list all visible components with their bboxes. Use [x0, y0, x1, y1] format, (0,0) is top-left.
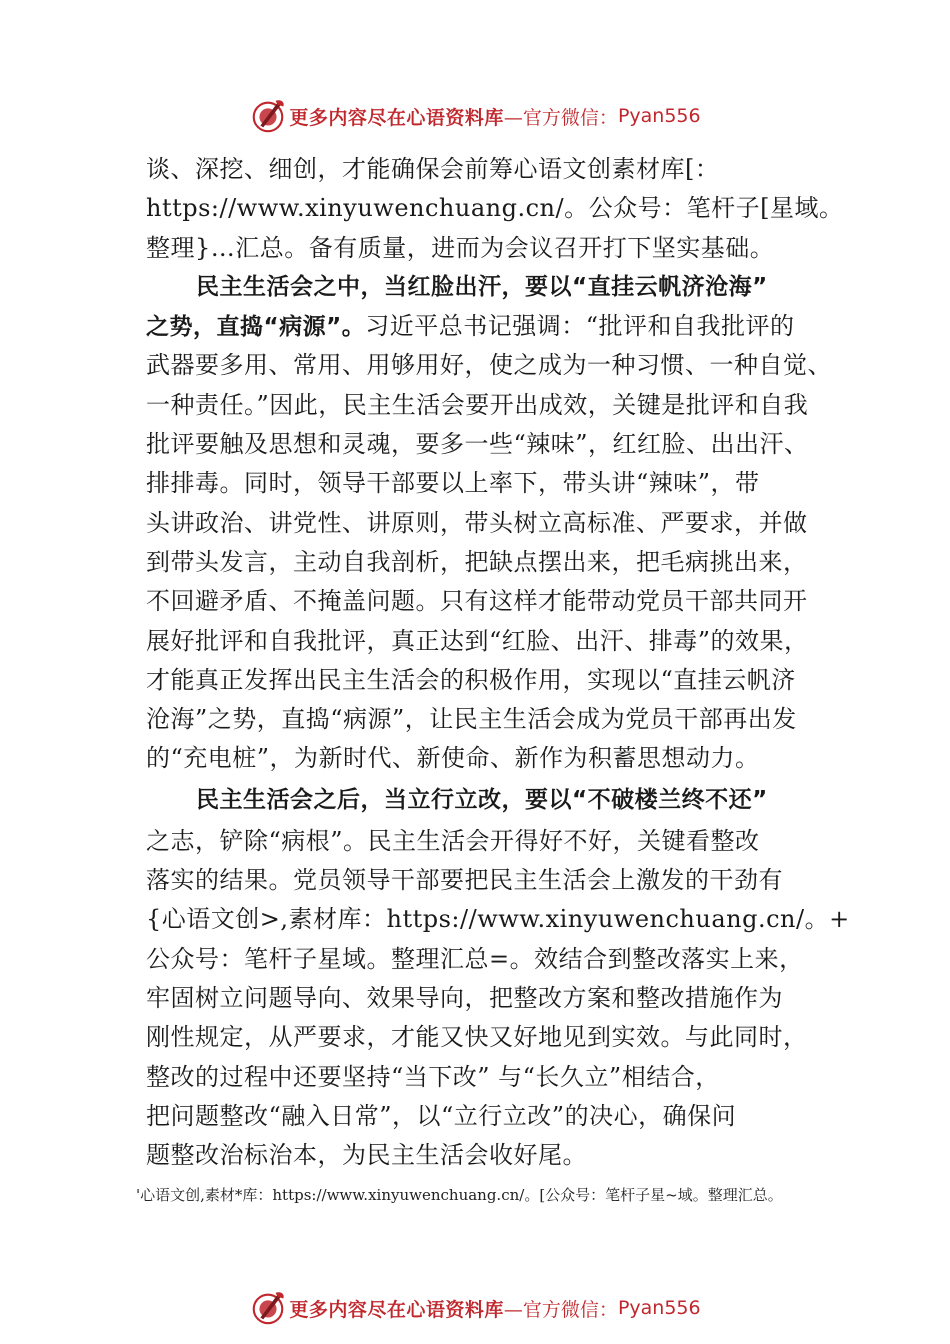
banner-wechat-id: Pyan556	[617, 1297, 701, 1319]
text-line: 落实的结果。党员领导干部要把民主生活会上激发的干劲有	[146, 866, 783, 895]
text-line: 排排毒。同时，领导干部要以上率下，带头讲“辣味”，带	[146, 469, 760, 498]
text-line: 沧海”之势，直捣“病源”，让民主生活会成为党员干部再出发	[146, 705, 797, 734]
text-line	[146, 307, 836, 346]
text-line: 题整改治标治本，为民主生活会收好尾。	[146, 1141, 587, 1170]
text-line: 头讲政治、讲党性、讲原则，带头树立高标准、严要求，并做	[146, 508, 808, 537]
text-segment: 习近平总书记强调：“批评和自我批评的	[365, 312, 795, 341]
text-line: 才能真正发挥出民主生活会的积极作用，实现以“直挂云帆济	[146, 665, 796, 694]
text-line: 批评要触及思想和灵魂，要多一些“辣味”，红红脸、出出汗、	[146, 430, 809, 459]
text-line: 整改的过程中还要坚持“当下改” 与“长久立”相结合，	[146, 1062, 720, 1091]
quill-logo-icon	[249, 97, 287, 135]
text-line: 展好批评和自我批评，真正达到“红脸、出汗、排毒”的效果，	[146, 626, 809, 655]
text-line: 到带头发言，主动自我剖析，把缺点摆出来，把毛病挑出来，	[146, 547, 808, 576]
text-line: 一种责任。”因此，民主生活会要开出成效，关键是批评和自我	[146, 390, 809, 419]
section-heading-line: 民主生活会之中，当红脸出汗，要以“直挂云帆济沧海”	[196, 273, 768, 300]
banner-title: 更多内容尽在心语资料库	[289, 106, 504, 129]
text-line: 武器要多用、常用、用够用好，使之成为一种习惯、一种自觉、	[146, 351, 832, 380]
banner-wechat-id: Pyan556	[617, 105, 701, 127]
section-heading-tail: 之势，直捣“病源”。	[146, 314, 366, 341]
quill-logo-icon	[249, 1289, 287, 1327]
document-body	[146, 150, 850, 1175]
banner-subtitle: —官方微信：	[503, 106, 618, 129]
text-line: 牢固树立问题导向、效果导向，把整改方案和整改措施作为	[146, 983, 783, 1012]
text-line: 不回避矛盾、不掩盖问题。只有这样才能带动党员干部共同开	[146, 587, 808, 616]
text-line: 把问题整改“融入日常”，以“立行立改”的决心，确保问	[146, 1101, 737, 1130]
text-line: 谈、深挖、细创，才能确保会前筹心语文创素材库[：	[146, 155, 720, 183]
footnote: '心语文创,素材*库：https://www.xinyuwenchuang.cn/。[公众号：笔杆子星~域。整理汇总。	[136, 1186, 783, 1204]
section-heading-line: 民主生活会之后，当立行立改，要以“不破楼兰终不还”	[196, 786, 768, 813]
text-line: 的“充电桩”，为新时代、新使命、新作为积蓄思想动力。	[146, 744, 760, 773]
text-line: 刚性规定，从严要求，才能又快又好地见到实效。与此同时，	[146, 1023, 808, 1052]
text-line: 公众号：笔杆子星域。整理汇总=。效结合到整改落实上来，	[146, 944, 804, 973]
banner-subtitle: —官方微信：	[503, 1298, 618, 1321]
text-line: {心语文创>,素材库：https://www.xinyuwenchuang.cn/。+	[146, 905, 850, 934]
banner-title: 更多内容尽在心语资料库	[289, 1298, 504, 1321]
header-banner	[0, 94, 950, 138]
text-line: https://www.xinyuwenchuang.cn/。公众号：笔杆子[星域。	[146, 194, 844, 223]
footer-banner	[0, 1286, 950, 1330]
text-line: 之志，铲除“病根”。民主生活会开得好不好，关键看整改	[146, 826, 760, 855]
text-line: 整理}…汇总。备有质量，进而为会议召开打下坚实基础。	[146, 233, 775, 262]
